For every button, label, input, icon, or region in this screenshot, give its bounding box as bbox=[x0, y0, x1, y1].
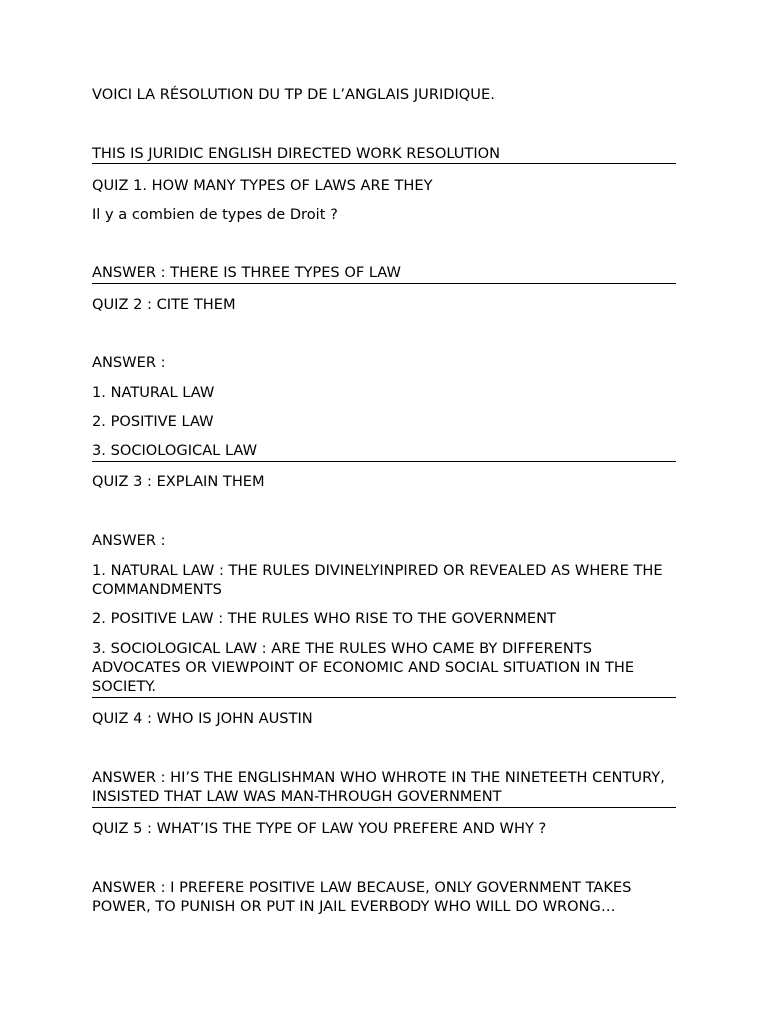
quiz2-question: QUIZ 2 : CITE THEM bbox=[92, 296, 236, 313]
intro-english: THIS IS JURIDIC ENGLISH DIRECTED WORK RESOLUTION bbox=[92, 145, 501, 162]
quiz3-item-positive-law: 2. POSITIVE LAW : THE RULES WHO RISE TO THE GOVERNMENT bbox=[92, 610, 556, 627]
intro-french: VOICI LA RÉSOLUTION DU TP DE L’ANGLAIS JURIDIQUE. bbox=[92, 86, 495, 103]
quiz4-answer: ANSWER : HI’S THE ENGLISHMAN WHO WHROTE IN THE NINETEETH CENTURY, INSISTED THAT LAW WAS MAN-THROUGH GOVERNMENT bbox=[92, 769, 665, 805]
quiz1-question: QUIZ 1. HOW MANY TYPES OF LAWS ARE THEY bbox=[92, 177, 433, 194]
quiz5-answer: ANSWER : I PREFERE POSITIVE LAW BECAUSE, ONLY GOVERNMENT TAKES POWER, TO PUNISH OR PUT IN JAIL EVERBODY WHO WILL DO WRONG… bbox=[92, 879, 632, 915]
quiz2-item-sociological-law: 3. SOCIOLOGICAL LAW bbox=[92, 442, 258, 459]
quiz2-item-natural-law: 1. NATURAL LAW bbox=[92, 384, 215, 401]
divider bbox=[92, 461, 676, 462]
quiz2-answer-label: ANSWER : bbox=[92, 354, 166, 371]
quiz2-item-positive-law: 2. POSITIVE LAW bbox=[92, 413, 214, 430]
divider bbox=[92, 163, 676, 164]
quiz1-question-french: Il y a combien de types de Droit ? bbox=[92, 206, 338, 223]
quiz3-item-natural-law: 1. NATURAL LAW : THE RULES DIVINELYINPIRED OR REVEALED AS WHERE THE COMMANDMENTS bbox=[92, 562, 663, 598]
divider bbox=[92, 807, 676, 808]
divider bbox=[92, 697, 676, 698]
quiz3-question: QUIZ 3 : EXPLAIN THEM bbox=[92, 473, 265, 490]
quiz5-question: QUIZ 5 : WHAT’IS THE TYPE OF LAW YOU PREFERE AND WHY ? bbox=[92, 820, 547, 837]
quiz4-question: QUIZ 4 : WHO IS JOHN AUSTIN bbox=[92, 710, 313, 727]
quiz3-item-sociological-law: 3. SOCIOLOGICAL LAW : ARE THE RULES WHO CAME BY DIFFERENTS ADVOCATES OR VIEWPOINT OF ECONOMIC AND SOCIAL SITUATION IN THE SOCIETY. bbox=[92, 640, 635, 695]
quiz3-answer-label: ANSWER : bbox=[92, 532, 166, 549]
divider bbox=[92, 283, 676, 284]
quiz1-answer: ANSWER : THERE IS THREE TYPES OF LAW bbox=[92, 264, 401, 281]
